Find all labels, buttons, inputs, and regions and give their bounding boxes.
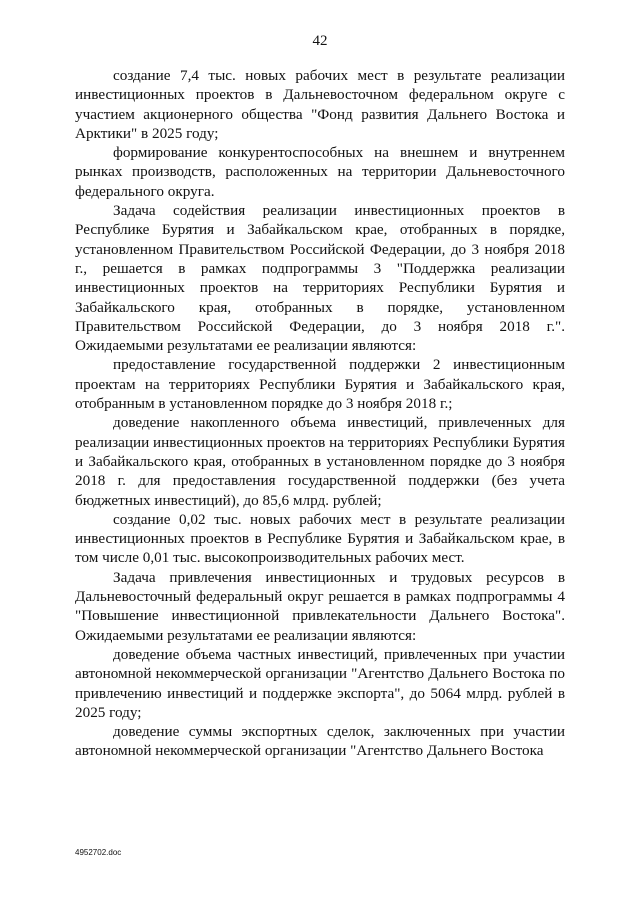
paragraph: Задача содействия реализации инвестиционных проектов в Республике Бурятия и Забайкальском крае, отобранных в порядке, установленном Правительством Российской Федерации, до 3 ноября 2018 г., решается в рамках подпрограммы 3 "Поддержка реализации инвестиционных проектов на территориях Республики Бурятия и Забайкальского края, отобранных в порядке, установленном Правительством Российской Федерации, до 3 ноября 2018 г.". Ожидаемыми результатами ее реализации являются: bbox=[75, 202, 565, 355]
page-number: 42 bbox=[312, 33, 328, 49]
paragraph: доведение объема частных инвестиций, привлеченных при участии автономной некоммерческой организации "Агентство Дальнего Востока по привлечению инвестиций и поддержке экспорта", до 5064 млрд. рублей в 2025 году; bbox=[75, 645, 565, 721]
document-filename: 4952702.doc bbox=[75, 848, 122, 857]
paragraph: Задача привлечения инвестиционных и трудовых ресурсов в Дальневосточный федеральный округ решается в рамках подпрограммы 4 "Повышение инвестиционной привлекательности Дальнего Востока". Ожидаемыми результатами ее реализации являются: bbox=[75, 568, 565, 644]
document-body bbox=[75, 66, 565, 761]
paragraph: предоставление государственной поддержки 2 инвестиционным проектам на территориях Республики Бурятия и Забайкальского края, отобранным в установленном порядке до 3 ноября 2018 г.; bbox=[75, 356, 565, 413]
paragraph: создание 0,02 тыс. новых рабочих мест в результате реализации инвестиционных проектов в Республике Бурятия и Забайкальском крае, в том числе 0,01 тыс. высокопроизводительных рабочих мест. bbox=[75, 510, 565, 567]
paragraph: формирование конкурентоспособных на внешнем и внутреннем рынках производств, расположенных на территории Дальневосточного федерального округа. bbox=[75, 144, 565, 200]
paragraph: создание 7,4 тыс. новых рабочих мест в результате реализации инвестиционных проектов в Дальневосточном федеральном округе с участием акционерного общества "Фонд развития Дальнего Востока и Арктики" в 2025 году; bbox=[75, 67, 565, 142]
paragraph: доведение суммы экспортных сделок, заключенных при участии автономной некоммерческой организации "Агентство Дальнего Востока bbox=[75, 723, 565, 760]
paragraph: доведение накопленного объема инвестиций, привлеченных для реализации инвестиционных проектов на территориях Республики Бурятия и Забайкальского края, отобранных в установленном порядке до 3 ноября 2018 г. для предоставления государственной поддержки (без учета бюджетных инвестиций), до 85,6 млрд. рублей; bbox=[75, 414, 565, 509]
